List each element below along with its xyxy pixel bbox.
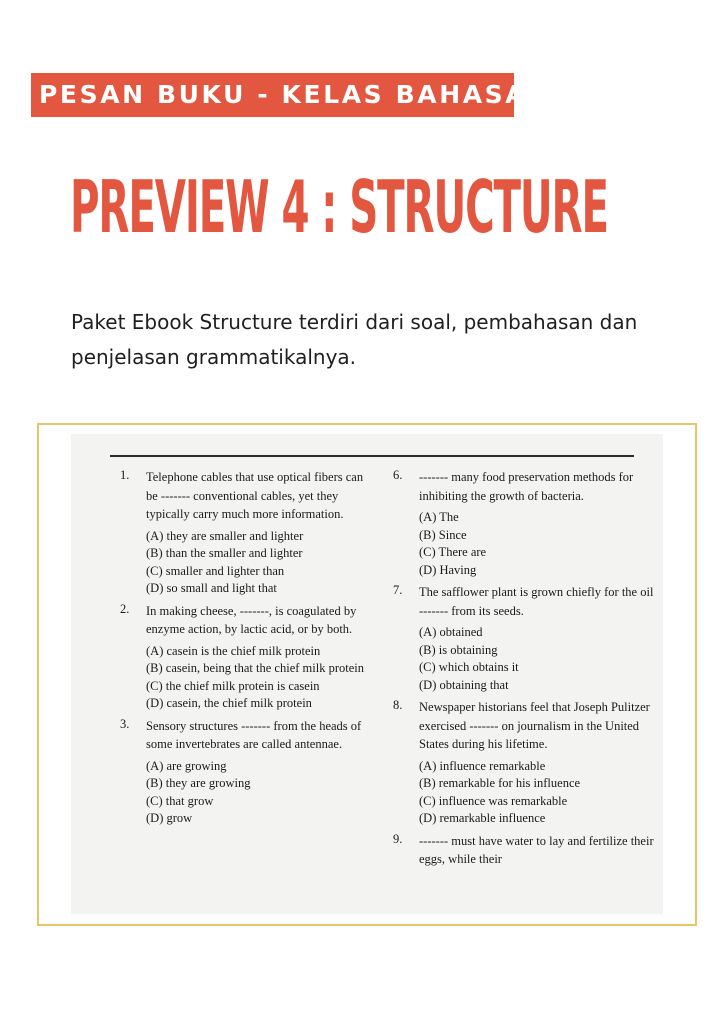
answer-option: (D) casein, the chief milk protein [146,696,312,710]
answer-options [146,528,375,598]
question-stem: ------- must have water to lay and fertilize their eggs, while their [419,833,654,866]
answer-option: (D) grow [146,811,193,825]
answer-option: (D) obtaining that [419,677,509,692]
answer-option: (B) is obtaining [419,642,498,657]
answer-options [419,509,658,579]
answer-option: (C) influence was remarkable [419,793,568,808]
question-item [393,468,658,579]
page-rule [110,455,634,457]
question-number: 7. [393,583,403,597]
answer-option: (A) influence remarkable [419,758,546,773]
answer-option: (A) are growing [146,758,227,773]
question-number: 2. [120,601,130,616]
question-item [393,583,658,694]
question-item [120,602,375,713]
answer-option: (B) remarkable for his influence [419,776,581,790]
question-stem: Newspaper historians feel that Joseph Pulitzer exercised ------- on journalism in the United States during his lifetime. [419,700,650,751]
answer-option: (B) Since [419,527,467,542]
answer-option: (B) than the smaller and lighter [146,546,303,560]
question-item [393,832,658,869]
answer-option: (A) obtained [419,625,483,639]
header-banner: PESAN BUKU - KELAS BAHASA [31,73,514,117]
answer-option: (D) remarkable influence [419,811,546,825]
answer-option: (C) smaller and lighter than [146,563,285,578]
question-stem: The safflower plant is grown chiefly for the oil ------- from its seeds. [419,585,654,618]
answer-option: (A) they are smaller and lighter [146,528,304,543]
answer-option: (C) the chief milk protein is casein [146,678,320,693]
question-stem: ------- many food preservation methods for inhibiting the growth of bacteria. [419,470,634,503]
question-number: 6. [393,468,403,482]
question-item [120,717,375,828]
answer-option: (C) that grow [146,793,214,808]
question-stem: Telephone cables that use optical fibers can be ------- conventional cables, yet they typically carry much more information. [146,470,364,521]
questions-right-column [393,468,658,873]
question-stem: Sensory structures ------- from the heads of some invertebrates are called antennae. [146,718,362,751]
answer-option: (D) so small and light that [146,581,277,595]
answer-options [419,624,658,694]
question-number: 9. [393,831,403,846]
answer-option: (B) they are growing [146,776,251,790]
answer-option: (C) which obtains it [419,660,519,674]
question-stem: In making cheese, -------, is coagulated by enzyme action, by lactic acid, or by both. [146,603,357,636]
answer-option: (C) There are [419,545,487,559]
answer-option: (B) casein, being that the chief milk protein [146,661,364,675]
question-number: 1. [120,468,130,482]
question-number: 3. [120,716,130,731]
answer-options [146,643,375,713]
description-text: Paket Ebook Structure terdiri dari soal, pembahasan dan penjelasan grammatikalnya. [71,310,638,369]
answer-options [419,758,658,828]
answer-option: (A) The [419,510,459,524]
answer-options [146,758,375,828]
scanned-page-preview [71,434,663,914]
answer-option: (D) Having [419,562,477,577]
question-item [120,468,375,598]
answer-option: (A) casein is the chief milk protein [146,643,321,658]
page-title: PREVIEW 4 : STRUCTURE [70,165,608,249]
question-item [393,698,658,828]
question-number: 8. [393,698,403,712]
questions-left-column [120,468,375,832]
